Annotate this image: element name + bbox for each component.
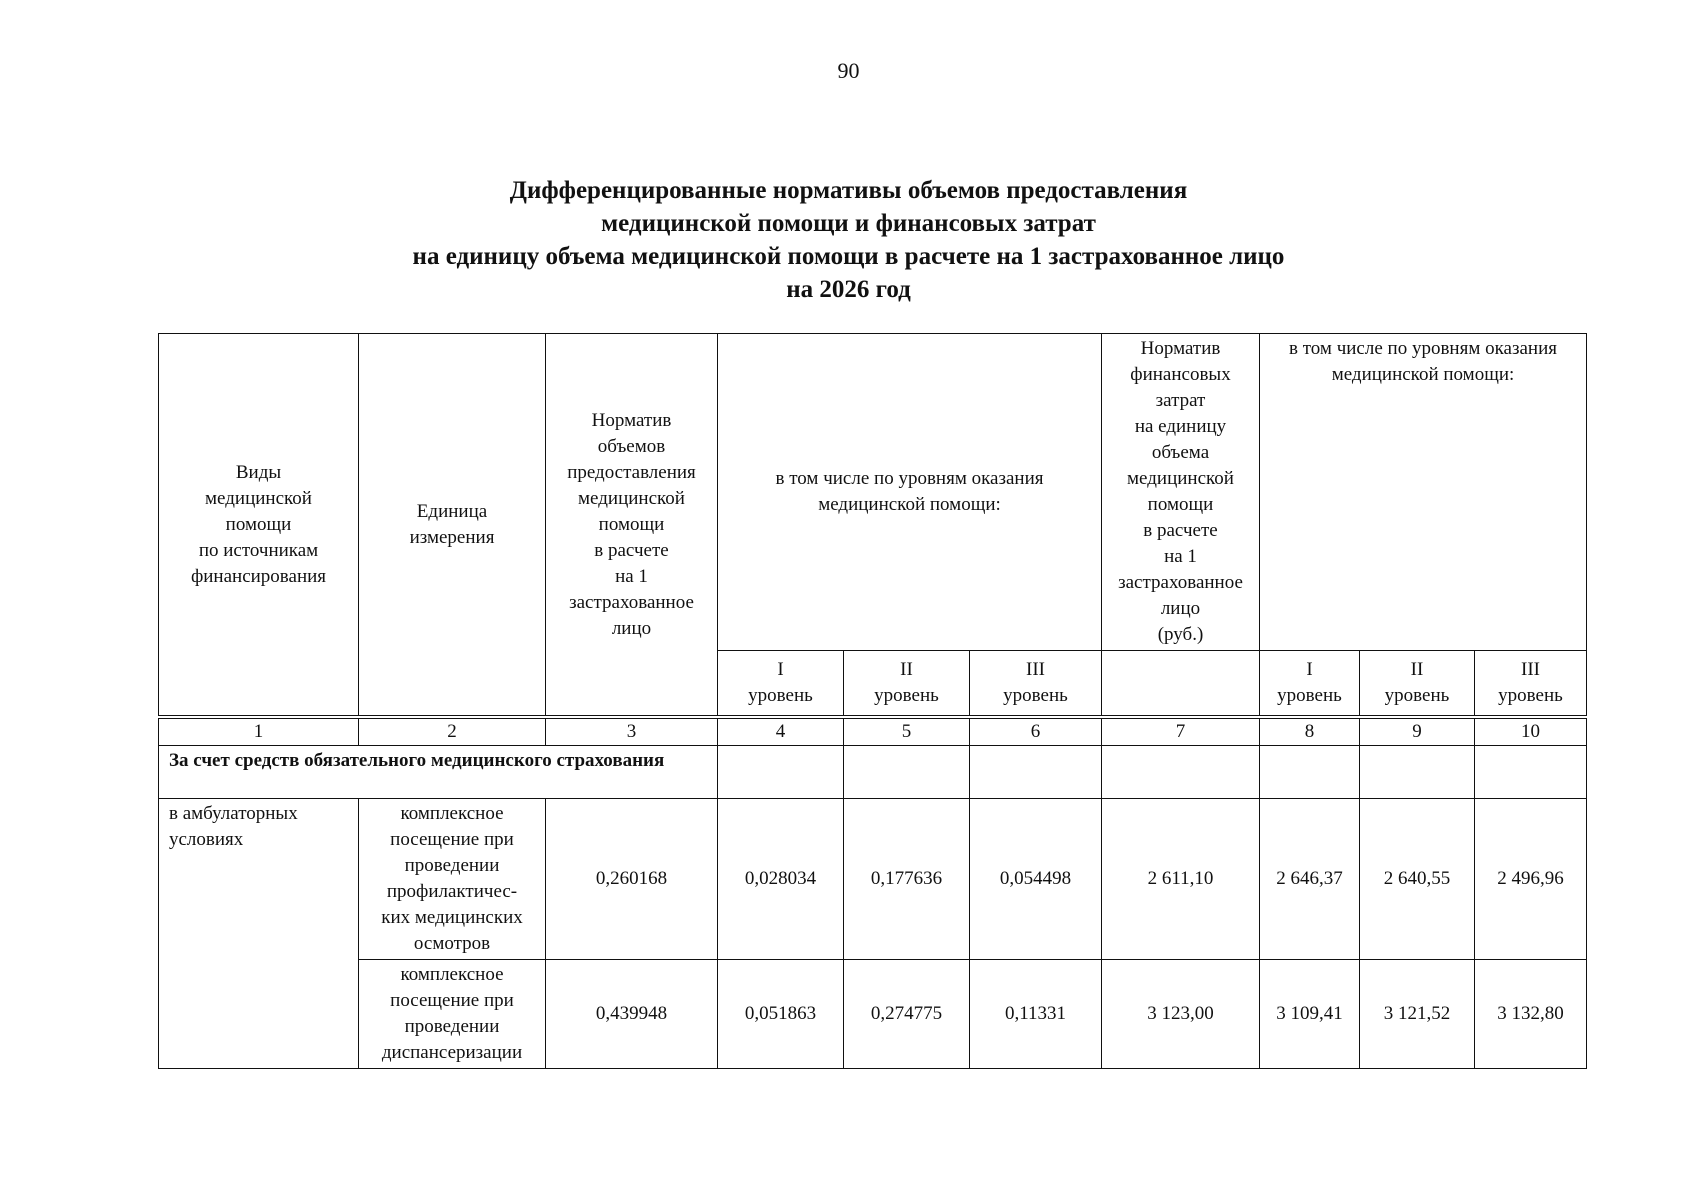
header-medical-care-types: Виды медицинской помощи по источникам финансирования	[159, 334, 359, 718]
unit-cell: комплексное посещение при проведении профилактичес- ких медицинских осмотров	[359, 799, 546, 960]
table-row	[159, 799, 1587, 960]
column-number: 7	[1102, 717, 1260, 746]
empty-cell	[1475, 746, 1587, 799]
empty-cell	[1102, 746, 1260, 799]
empty-cell	[1260, 746, 1360, 799]
column-number: 4	[718, 717, 844, 746]
volume-level-1-cell: 0,051863	[718, 960, 844, 1069]
title-line-1: Дифференцированные нормативы объемов предоставления	[509, 177, 1188, 204]
volume-level-1-cell: 0,028034	[718, 799, 844, 960]
volume-total-cell: 0,260168	[546, 799, 718, 960]
column-number: 8	[1260, 717, 1360, 746]
header-cost-level-1: I уровень	[1260, 651, 1360, 718]
title-line-4: на 2026 год	[786, 276, 911, 303]
column-number: 3	[546, 717, 718, 746]
title-line-2: медицинской помощи и финансовых затрат	[601, 210, 1096, 237]
cost-level-1-cell: 3 109,41	[1260, 960, 1360, 1069]
header-volume-level-2: II уровень	[844, 651, 970, 718]
header-cost-levels-group: в том числе по уровням оказания медицинской помощи:	[1260, 334, 1587, 651]
header-unit: Единица измерения	[359, 334, 546, 718]
section-title: За счет средств обязательного медицинского страхования	[159, 746, 718, 799]
column-number: 1	[159, 717, 359, 746]
column-number-row	[159, 717, 1587, 746]
header-cost-level-blank	[1102, 651, 1260, 718]
cost-total-cell: 2 611,10	[1102, 799, 1260, 960]
header-cost-norm: Норматив финансовых затрат на единицу объема медицинской помощи в расчете на 1 застрахованное лицо (руб.)	[1102, 334, 1260, 651]
column-number: 6	[970, 717, 1102, 746]
column-number: 5	[844, 717, 970, 746]
page-number: 90	[837, 58, 860, 83]
column-number: 2	[359, 717, 546, 746]
cost-level-2-cell: 2 640,55	[1360, 799, 1475, 960]
norms-table	[158, 333, 1587, 1069]
header-row-top	[159, 334, 1587, 651]
volume-level-2-cell: 0,274775	[844, 960, 970, 1069]
column-number: 9	[1360, 717, 1475, 746]
volume-level-3-cell: 0,11331	[970, 960, 1102, 1069]
volume-level-3-cell: 0,054498	[970, 799, 1102, 960]
cost-level-3-cell: 3 132,80	[1475, 960, 1587, 1069]
header-cost-level-2: II уровень	[1360, 651, 1475, 718]
empty-cell	[970, 746, 1102, 799]
cost-total-cell: 3 123,00	[1102, 960, 1260, 1069]
header-volume-levels-group: в том числе по уровням оказания медицинской помощи:	[718, 334, 1102, 651]
volume-total-cell: 0,439948	[546, 960, 718, 1069]
header-cost-level-3: III уровень	[1475, 651, 1587, 718]
empty-cell	[718, 746, 844, 799]
empty-cell	[844, 746, 970, 799]
header-volume-norm: Норматив объемов предоставления медицинской помощи в расчете на 1 застрахованное лицо	[546, 334, 718, 718]
cost-level-1-cell: 2 646,37	[1260, 799, 1360, 960]
table-row	[159, 960, 1587, 1069]
column-number: 10	[1475, 717, 1587, 746]
empty-cell	[1360, 746, 1475, 799]
cost-level-3-cell: 2 496,96	[1475, 799, 1587, 960]
cost-level-2-cell: 3 121,52	[1360, 960, 1475, 1069]
header-volume-level-3: III уровень	[970, 651, 1102, 718]
header-volume-level-1: I уровень	[718, 651, 844, 718]
document-title	[0, 174, 1697, 306]
volume-level-2-cell: 0,177636	[844, 799, 970, 960]
unit-cell: комплексное посещение при проведении диспансеризации	[359, 960, 546, 1069]
section-row	[159, 746, 1587, 799]
title-line-3: на единицу объема медицинской помощи в расчете на 1 застрахованное лицо	[412, 243, 1285, 270]
category-label: в амбулаторных условиях	[159, 799, 359, 1069]
